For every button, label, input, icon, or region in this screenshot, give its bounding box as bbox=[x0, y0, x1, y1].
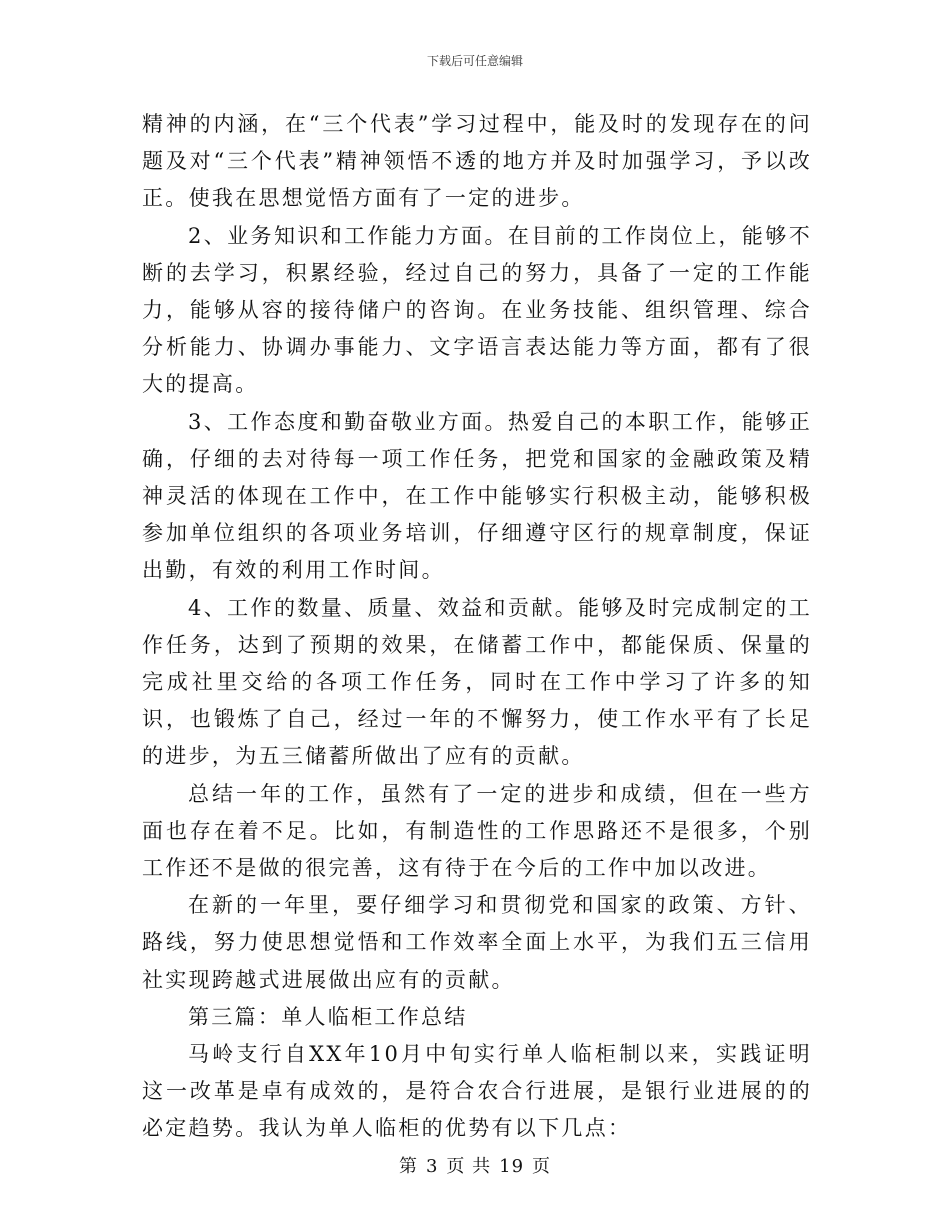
paragraph-continued: 精神的内涵，在“三个代表”学习过程中，能及时的发现存在的问题及对“三个代表”精神领悟不透的地方并及时加强学习，予以改正。使我在思想觉悟方面有了一定的进步。 bbox=[142, 112, 812, 211]
paragraph-work-quantity: 4、工作的数量、质量、效益和贡献。能够及时完成制定的工作任务，达到了预期的效果，在储蓄工作中，都能保质、保量的完成社里交给的各项工作任务，同时在工作中学习了许多的知识，也锻炼了自己，经过一年的不懈努力，使工作水平有了长足的进步，为五三储蓄所做出了应有的贡献。 bbox=[142, 595, 812, 769]
paragraph-summary: 总结一年的工作，虽然有了一定的进步和成绩，但在一些方面也存在着不足。比如，有制造性的工作思路还不是很多，个别工作还不是做的很完善，这有待于在今后的工作中加以改进。 bbox=[142, 781, 812, 881]
footer-prefix: 第 bbox=[398, 1156, 418, 1177]
paragraph-new-year: 在新的一年里，要仔细学习和贯彻党和国家的政策、方针、路线，努力使思想觉悟和工作效率全面上水平，为我们五三信用社实现跨越式进展做出应有的贡献。 bbox=[142, 893, 812, 992]
document-body bbox=[142, 106, 812, 1148]
footer-suffix: 页 bbox=[532, 1156, 552, 1177]
footer-total-pages: 19 bbox=[499, 1156, 525, 1177]
footer-page-number: 3 bbox=[425, 1156, 439, 1177]
page-header: 下载后可任意编辑 bbox=[426, 54, 523, 68]
page-footer bbox=[0, 1152, 950, 1178]
section-heading: 第三篇：单人临柜工作总结 bbox=[188, 1004, 468, 1029]
paragraph-single-counter: 马岭支行自XX年10月中旬实行单人临柜制以来，实践证明这一改革是卓有成效的，是符合农合行进展，是银行业进展的的必定趋势。我认为单人临柜的优势有以下几点： bbox=[142, 1042, 812, 1141]
footer-middle: 页 共 bbox=[446, 1156, 492, 1177]
paragraph-work-attitude: 3、工作态度和勤奋敬业方面。热爱自己的本职工作，能够正确，仔细的去对待每一项工作任务，把党和国家的金融政策及精神灵活的体现在工作中，在工作中能够实行积极主动，能够积极参加单位组织的各项业务培训，仔细遵守区行的规章制度，保证出勤，有效的利用工作时间。 bbox=[142, 409, 812, 583]
paragraph-business-knowledge: 2、业务知识和工作能力方面。在目前的工作岗位上，能够不断的去学习，积累经验，经过自己的努力，具备了一定的工作能力，能够从容的接待储户的咨询。在业务技能、组织管理、综合分析能力、协调办事能力、文字语言表达能力等方面，都有了很大的提高。 bbox=[142, 223, 812, 397]
